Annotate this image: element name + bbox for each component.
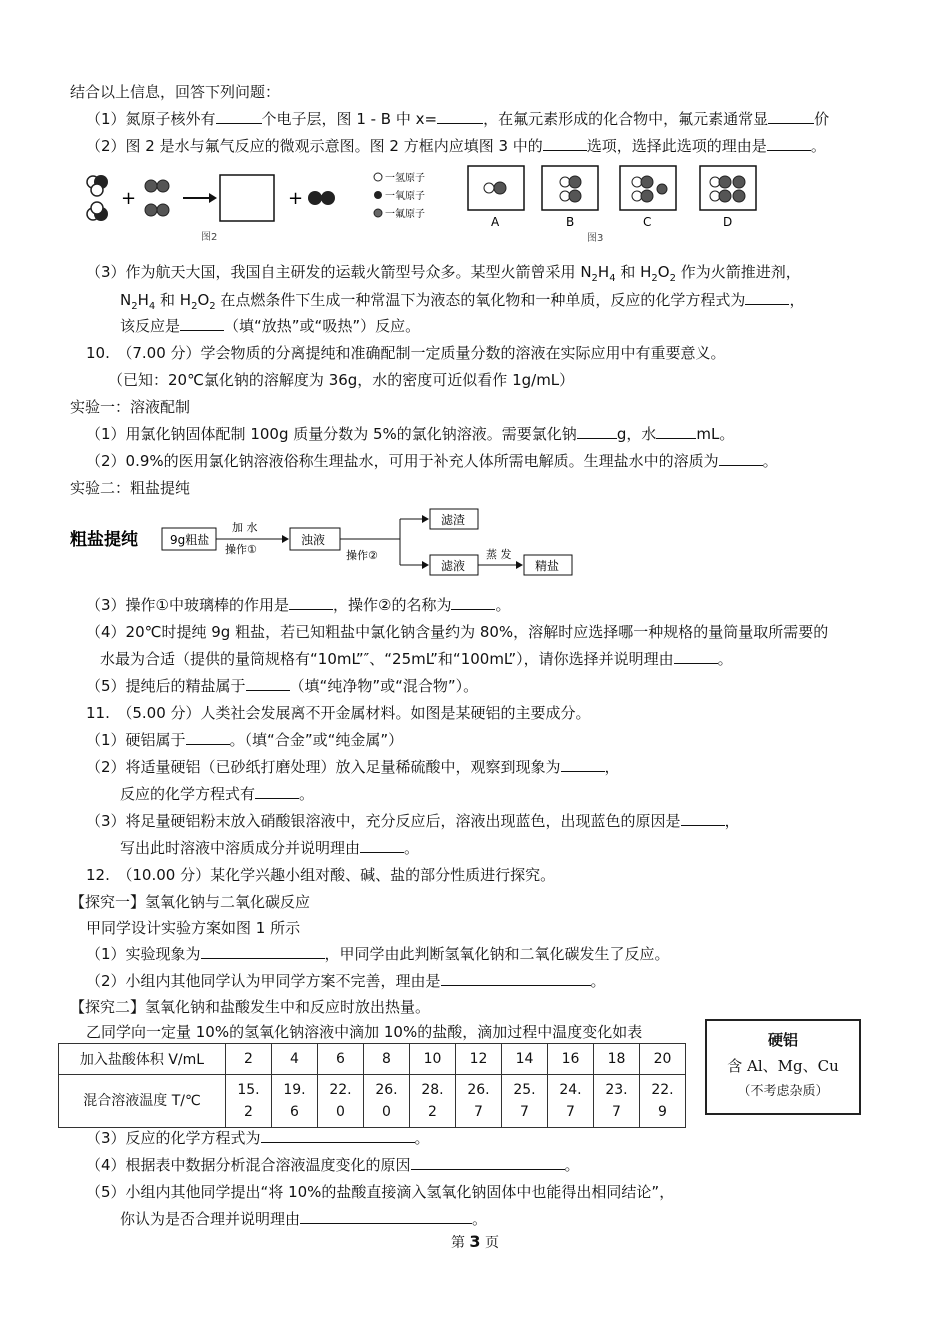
answer-blank[interactable] xyxy=(681,811,725,826)
option-b[interactable] xyxy=(542,166,598,229)
q9-2: （2）图 2 是水与氟气反应的微观示意图。图 2 方框内应填图 3 中的 选项，选择此选项的理由是 。 xyxy=(86,137,826,155)
q10-2: （2）0.9%的医用氯化钠溶液俗称生理盐水，可用于补充人体所需电解质。生理盐水中的溶质为 。 xyxy=(86,452,778,470)
q10-exp1: 实验一：溶液配制 xyxy=(70,398,191,416)
answer-blank[interactable] xyxy=(246,676,290,691)
option-a[interactable] xyxy=(468,166,524,229)
q11-title: 11. （5.00 分）人类社会发展离不开金属材料。如图是某硬铝的主要成分。 xyxy=(86,704,591,722)
flow-title: 粗盐提纯 xyxy=(70,530,138,550)
answer-blank[interactable] xyxy=(186,730,230,745)
q11-3-line1: （3）将足量硬铝粉末放入硝酸银溶液中，充分反应后，溶液出现蓝色，出现蓝色的原因是 ， xyxy=(86,812,740,830)
water-molecule-1 xyxy=(87,175,108,196)
flow-salt-label: 精盐 xyxy=(535,559,560,573)
temperature-table xyxy=(58,1043,686,1128)
table-cell: 24. 7 xyxy=(548,1075,594,1128)
q10-1: （1）用氯化钠固体配制 100g 质量分数为 5%的氯化钠溶液。需要氯化钠 g，水 mL。 xyxy=(86,425,735,443)
table-header-volume: 加入盐酸体积 V/mL xyxy=(59,1044,226,1075)
box-title: 硬铝 xyxy=(767,1031,798,1049)
water-molecule-2 xyxy=(87,202,108,221)
box-note: （不考虑杂质） xyxy=(737,1084,829,1099)
plus-sign: + xyxy=(288,188,304,209)
atom-legend xyxy=(374,171,425,220)
table-cell: 6 xyxy=(318,1044,364,1075)
answer-blank[interactable] xyxy=(437,109,483,124)
flow-mix-label: 浊液 xyxy=(301,533,326,547)
table-header-temperature: 混合溶液温度 T/℃ xyxy=(59,1075,226,1128)
q12-1: （1）实验现象为 ，甲同学由此判断氢氧化钠和二氧化碳发生了反应。 xyxy=(86,945,670,963)
legend-oxygen: 一氧原子 xyxy=(385,191,425,202)
q12-3: （3）反应的化学方程式为 。 xyxy=(86,1129,430,1147)
box-content: 含 Al、Mg、Cu xyxy=(727,1057,839,1075)
flow-evap-label: 蒸 发 xyxy=(486,548,512,561)
q11-3-line2: 写出此时溶液中溶质成分并说明理由 。 xyxy=(120,839,420,857)
table-cell: 16 xyxy=(548,1044,594,1075)
q11-2-line2: 反应的化学方程式有 。 xyxy=(120,785,315,803)
page-footer: 第 3 页 xyxy=(450,1232,500,1251)
q12-explore2: 【探究二】氢氧化钠和盐酸发生中和反应时放出热量。 xyxy=(70,998,431,1016)
table-cell: 26. 0 xyxy=(364,1075,410,1128)
answer-blank[interactable] xyxy=(201,944,325,959)
answer-blank[interactable] xyxy=(767,136,811,151)
q9-3-line2: $N_2H_4$ 和 $H_2O_2$ 在点燃条件下生成一种常温下为液态的氧化物和一种单质，反应的化学方程式为 ， xyxy=(120,291,805,312)
answer-blank[interactable] xyxy=(768,109,814,124)
flow-op2-label: 操作② xyxy=(346,549,378,562)
table-row xyxy=(59,1044,686,1075)
q9-3-line1: （3）作为航天大国，我国自主研发的运载火箭型号众多。某型火箭曾采用 $N_2H_4$ 和 $H_2O_2$ 作为火箭推进剂， xyxy=(86,263,801,284)
purification-flow xyxy=(70,505,590,585)
fig3-label: 图3 xyxy=(587,233,604,244)
table-cell: 2 xyxy=(226,1044,272,1075)
q9-1: （1）氮原子核外有 个电子层，图 1 - B 中 x= ，在氟元素形成的化合物中，氟元素通常显 价 xyxy=(86,110,830,128)
q10-note: （已知：20℃氯化钠的溶解度为 36g，水的密度可近似看作 1g/mL） xyxy=(108,371,575,389)
table-cell: 15. 2 xyxy=(226,1075,272,1128)
answer-blank[interactable] xyxy=(216,109,262,124)
legend-fluorine: 一氟原子 xyxy=(385,209,425,220)
answer-blank[interactable] xyxy=(543,136,587,151)
page-number: 3 xyxy=(469,1232,481,1251)
q10-exp2: 实验二：粗盐提纯 xyxy=(70,479,191,497)
q12-title: 12. （10.00 分）某化学兴趣小组对酸、碱、盐的部分性质进行探究。 xyxy=(86,866,556,884)
q12-5-line1: （5）小组内其他同学提出“将 10%的盐酸直接滴入氢氧化钠固体中也能得出相同结论”， xyxy=(86,1183,675,1201)
answer-blank[interactable] xyxy=(411,1155,565,1170)
q12-2: （2）小组内其他同学认为甲同学方案不完善，理由是 。 xyxy=(86,972,606,990)
table-cell: 14 xyxy=(502,1044,548,1075)
q10-4-line2: 水最为合适（提供的量筒规格有“10mL”″、“25mL”和“100mL”），请你选择并说明理由 。 xyxy=(100,650,733,668)
table-cell: 28. 2 xyxy=(410,1075,456,1128)
flow-residue-label: 滤渣 xyxy=(441,513,466,527)
table-cell: 4 xyxy=(272,1044,318,1075)
answer-blank[interactable] xyxy=(289,595,333,610)
q10-4-line1: （4）20℃时提纯 9g 粗盐，若已知粗盐中氯化钠含量约为 80%，溶解时应选择哪一种规格的量筒量取所需要的 xyxy=(86,623,829,641)
answer-blank[interactable] xyxy=(656,424,696,439)
plus-sign: + xyxy=(121,188,137,209)
answer-blank[interactable] xyxy=(577,424,617,439)
reaction-figure xyxy=(75,160,775,250)
flow-add-label: 加 水 xyxy=(232,521,258,534)
flow-filtrate-label: 滤液 xyxy=(441,559,466,573)
option-b-label: B xyxy=(566,215,575,229)
option-c-label: C xyxy=(643,215,652,229)
flow-start-label: 9g粗盐 xyxy=(170,533,210,547)
q12-explore1: 【探究一】氢氧化钠与二氧化碳反应 xyxy=(70,893,311,911)
blank-box[interactable] xyxy=(220,175,274,221)
answer-blank[interactable] xyxy=(255,784,299,799)
option-c[interactable] xyxy=(620,166,676,229)
q9-3-line3: 该反应是 （填“放热”或“吸热”）反应。 xyxy=(120,317,421,335)
oxygen-molecule xyxy=(308,191,335,205)
q11-1: （1）硬铝属于 。（填“合金”或“纯金属”） xyxy=(86,731,404,749)
table-cell: 19. 6 xyxy=(272,1075,318,1128)
legend-hydrogen: 一氢原子 xyxy=(385,173,425,184)
answer-blank[interactable] xyxy=(180,316,224,331)
q12-4: （4）根据表中数据分析混合溶液温度变化的原因 。 xyxy=(86,1156,580,1174)
answer-blank[interactable] xyxy=(674,649,718,664)
hard-aluminum-box xyxy=(705,1019,861,1115)
table-cell: 20 xyxy=(640,1044,686,1075)
answer-blank[interactable] xyxy=(441,971,591,986)
answer-blank[interactable] xyxy=(360,838,404,853)
answer-blank[interactable] xyxy=(451,595,495,610)
q11-2-line1: （2）将适量硬铝（已砂纸打磨处理）放入足量稀硫酸中，观察到现象为 ， xyxy=(86,758,620,776)
answer-blank[interactable] xyxy=(719,451,763,466)
option-a-label: A xyxy=(491,215,500,229)
table-cell: 18 xyxy=(594,1044,640,1075)
answer-blank[interactable] xyxy=(261,1128,415,1143)
fluorine-molecules xyxy=(145,180,169,216)
table-cell: 23. 7 xyxy=(594,1075,640,1128)
table-cell: 22. 0 xyxy=(318,1075,364,1128)
intro-line: 结合以上信息，回答下列问题： xyxy=(70,83,281,101)
q10-3: （3）操作①中玻璃棒的作用是 ，操作②的名称为 。 xyxy=(86,596,511,614)
answer-blank[interactable] xyxy=(561,757,605,772)
table-cell: 8 xyxy=(364,1044,410,1075)
flow-op1-label: 操作① xyxy=(225,543,257,556)
q12-explore1-desc: 甲同学设计实验方案如图 1 所示 xyxy=(86,919,301,937)
fig2-label: 图2 xyxy=(201,232,218,243)
option-d[interactable] xyxy=(700,166,756,229)
q12-explore2-desc: 乙同学向一定量 10%的氢氧化钠溶液中滴加 10%的盐酸，滴加过程中温度变化如表 xyxy=(86,1023,643,1041)
table-cell: 12 xyxy=(456,1044,502,1075)
q10-5: （5）提纯后的精盐属于 （填“纯净物”或“混合物”）。 xyxy=(86,677,479,695)
arrow-icon xyxy=(183,193,217,203)
table-cell: 26. 7 xyxy=(456,1075,502,1128)
option-d-label: D xyxy=(723,215,733,229)
table-cell: 25. 7 xyxy=(502,1075,548,1128)
q12-5-line2: 你认为是否合理并说明理由 。 xyxy=(120,1210,488,1228)
answer-blank[interactable] xyxy=(745,290,789,305)
table-row xyxy=(59,1075,686,1128)
table-cell: 10 xyxy=(410,1044,456,1075)
answer-blank[interactable] xyxy=(300,1209,472,1224)
q10-title: 10. （7.00 分）学会物质的分离提纯和准确配制一定质量分数的溶液在实际应用中有重要意义。 xyxy=(86,344,726,362)
table-cell: 22. 9 xyxy=(640,1075,686,1128)
